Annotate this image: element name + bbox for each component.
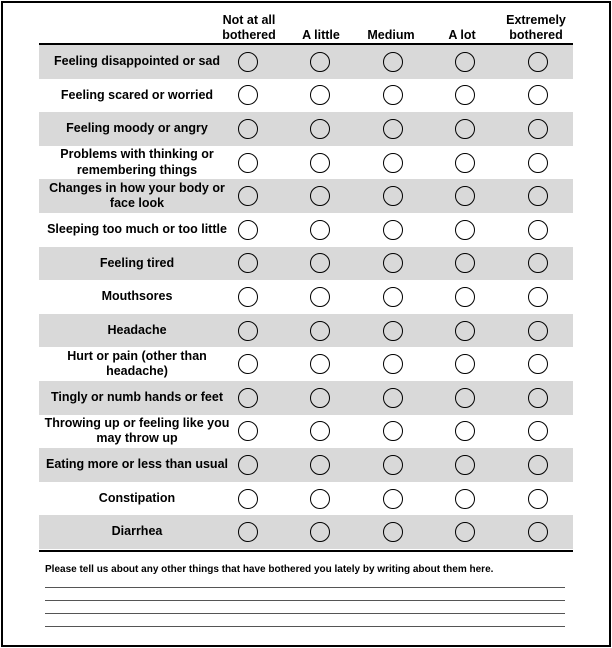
write-in-line[interactable] xyxy=(45,626,565,627)
radio-a-little[interactable] xyxy=(310,52,330,72)
radio-medium[interactable] xyxy=(383,354,403,374)
radio-a-little[interactable] xyxy=(310,421,330,441)
column-header-medium: Medium xyxy=(367,28,415,42)
radio-not-at-all[interactable] xyxy=(238,153,258,173)
radio-extremely[interactable] xyxy=(528,388,548,408)
radio-a-lot[interactable] xyxy=(455,220,475,240)
symptom-label: Diarrhea xyxy=(111,524,163,539)
radio-a-lot[interactable] xyxy=(455,489,475,509)
radio-medium[interactable] xyxy=(383,388,403,408)
radio-a-lot[interactable] xyxy=(455,153,475,173)
symptom-row xyxy=(39,112,573,146)
symptom-row xyxy=(39,45,573,79)
radio-medium[interactable] xyxy=(383,85,403,105)
radio-extremely[interactable] xyxy=(528,455,548,475)
radio-a-lot[interactable] xyxy=(455,522,475,542)
radio-medium[interactable] xyxy=(383,421,403,441)
write-in-line[interactable] xyxy=(45,587,565,588)
symptom-label: Eating more or less than usual xyxy=(46,457,228,472)
radio-medium[interactable] xyxy=(383,52,403,72)
column-header-not-at-all: Not at all bothered xyxy=(222,13,276,42)
radio-extremely[interactable] xyxy=(528,85,548,105)
radio-a-little[interactable] xyxy=(310,388,330,408)
radio-medium[interactable] xyxy=(383,455,403,475)
radio-extremely[interactable] xyxy=(528,253,548,273)
symptom-label: Changes in how your body or face look xyxy=(49,180,225,211)
symptom-label: Feeling moody or angry xyxy=(66,121,208,136)
symptom-label: Tingly or numb hands or feet xyxy=(50,389,223,404)
radio-not-at-all[interactable] xyxy=(238,220,258,240)
radio-a-little[interactable] xyxy=(310,321,330,341)
symptom-table xyxy=(39,45,573,549)
symptom-row xyxy=(39,381,573,415)
symptom-row xyxy=(39,146,573,180)
symptom-label: Mouthsores xyxy=(101,289,173,304)
symptom-row xyxy=(39,179,573,213)
symptom-row xyxy=(39,515,573,549)
radio-a-lot[interactable] xyxy=(455,287,475,307)
radio-not-at-all[interactable] xyxy=(238,522,258,542)
radio-medium[interactable] xyxy=(383,119,403,139)
radio-a-little[interactable] xyxy=(310,455,330,475)
radio-not-at-all[interactable] xyxy=(238,489,258,509)
radio-a-lot[interactable] xyxy=(455,455,475,475)
radio-a-little[interactable] xyxy=(310,354,330,374)
radio-a-little[interactable] xyxy=(310,253,330,273)
radio-a-little[interactable] xyxy=(310,287,330,307)
symptom-label: Feeling disappointed or sad xyxy=(54,54,220,69)
radio-not-at-all[interactable] xyxy=(238,52,258,72)
radio-not-at-all[interactable] xyxy=(238,119,258,139)
radio-extremely[interactable] xyxy=(528,489,548,509)
radio-a-lot[interactable] xyxy=(455,253,475,273)
radio-a-little[interactable] xyxy=(310,489,330,509)
symptom-label: Headache xyxy=(107,322,167,337)
radio-a-lot[interactable] xyxy=(455,52,475,72)
survey-form xyxy=(1,1,611,647)
radio-extremely[interactable] xyxy=(528,354,548,374)
column-header-a-lot: A lot xyxy=(448,28,476,42)
radio-a-lot[interactable] xyxy=(455,354,475,374)
symptom-row xyxy=(39,314,573,348)
radio-medium[interactable] xyxy=(383,522,403,542)
radio-a-lot[interactable] xyxy=(455,388,475,408)
radio-extremely[interactable] xyxy=(528,52,548,72)
radio-extremely[interactable] xyxy=(528,321,548,341)
write-in-line[interactable] xyxy=(45,613,565,614)
symptom-label: Sleeping too much or too little xyxy=(47,222,227,237)
symptom-label: Feeling tired xyxy=(99,255,175,270)
radio-a-lot[interactable] xyxy=(455,421,475,441)
symptom-label: Feeling scared or worried xyxy=(60,87,214,102)
radio-medium[interactable] xyxy=(383,253,403,273)
column-header-extremely: Extremely bothered xyxy=(506,13,566,42)
radio-not-at-all[interactable] xyxy=(238,85,258,105)
symptom-row xyxy=(39,213,573,247)
symptom-label: Problems with thinking or remembering things xyxy=(60,147,214,177)
radio-extremely[interactable] xyxy=(528,220,548,240)
radio-a-lot[interactable] xyxy=(455,186,475,206)
radio-not-at-all[interactable] xyxy=(238,186,258,206)
radio-extremely[interactable] xyxy=(528,421,548,441)
column-header-a-little: A little xyxy=(302,28,340,42)
symptom-row xyxy=(39,347,573,381)
radio-medium[interactable] xyxy=(383,220,403,240)
radio-extremely[interactable] xyxy=(528,153,548,173)
column-header-row xyxy=(3,3,609,44)
radio-a-little[interactable] xyxy=(310,186,330,206)
radio-not-at-all[interactable] xyxy=(238,388,258,408)
radio-not-at-all[interactable] xyxy=(238,354,258,374)
radio-not-at-all[interactable] xyxy=(238,287,258,307)
radio-not-at-all[interactable] xyxy=(238,321,258,341)
symptom-label: Constipation xyxy=(98,490,176,505)
symptom-row xyxy=(39,280,573,314)
radio-a-little[interactable] xyxy=(310,153,330,173)
radio-medium[interactable] xyxy=(383,186,403,206)
symptom-row xyxy=(39,482,573,516)
symptom-label: Hurt or pain (other than headache) xyxy=(67,348,207,379)
radio-extremely[interactable] xyxy=(528,522,548,542)
radio-not-at-all[interactable] xyxy=(238,253,258,273)
symptom-row xyxy=(39,79,573,113)
write-in-line[interactable] xyxy=(45,600,565,601)
radio-a-little[interactable] xyxy=(310,522,330,542)
radio-medium[interactable] xyxy=(383,287,403,307)
radio-medium[interactable] xyxy=(383,153,403,173)
table-bottom-rule xyxy=(39,550,573,552)
radio-extremely[interactable] xyxy=(528,119,548,139)
radio-not-at-all[interactable] xyxy=(238,421,258,441)
radio-extremely[interactable] xyxy=(528,287,548,307)
radio-a-lot[interactable] xyxy=(455,321,475,341)
radio-extremely[interactable] xyxy=(528,186,548,206)
radio-a-lot[interactable] xyxy=(455,85,475,105)
radio-not-at-all[interactable] xyxy=(238,455,258,475)
radio-medium[interactable] xyxy=(383,321,403,341)
radio-a-little[interactable] xyxy=(310,119,330,139)
radio-a-little[interactable] xyxy=(310,85,330,105)
symptom-row xyxy=(39,247,573,281)
radio-a-lot[interactable] xyxy=(455,119,475,139)
symptom-row xyxy=(39,415,573,449)
symptom-row xyxy=(39,448,573,482)
radio-medium[interactable] xyxy=(383,489,403,509)
other-things-prompt: Please tell us about any other things that have bothered you lately by writing about them here. xyxy=(45,564,494,575)
radio-a-little[interactable] xyxy=(310,220,330,240)
symptom-label: Throwing up or feeling like you may throw up xyxy=(44,415,230,446)
